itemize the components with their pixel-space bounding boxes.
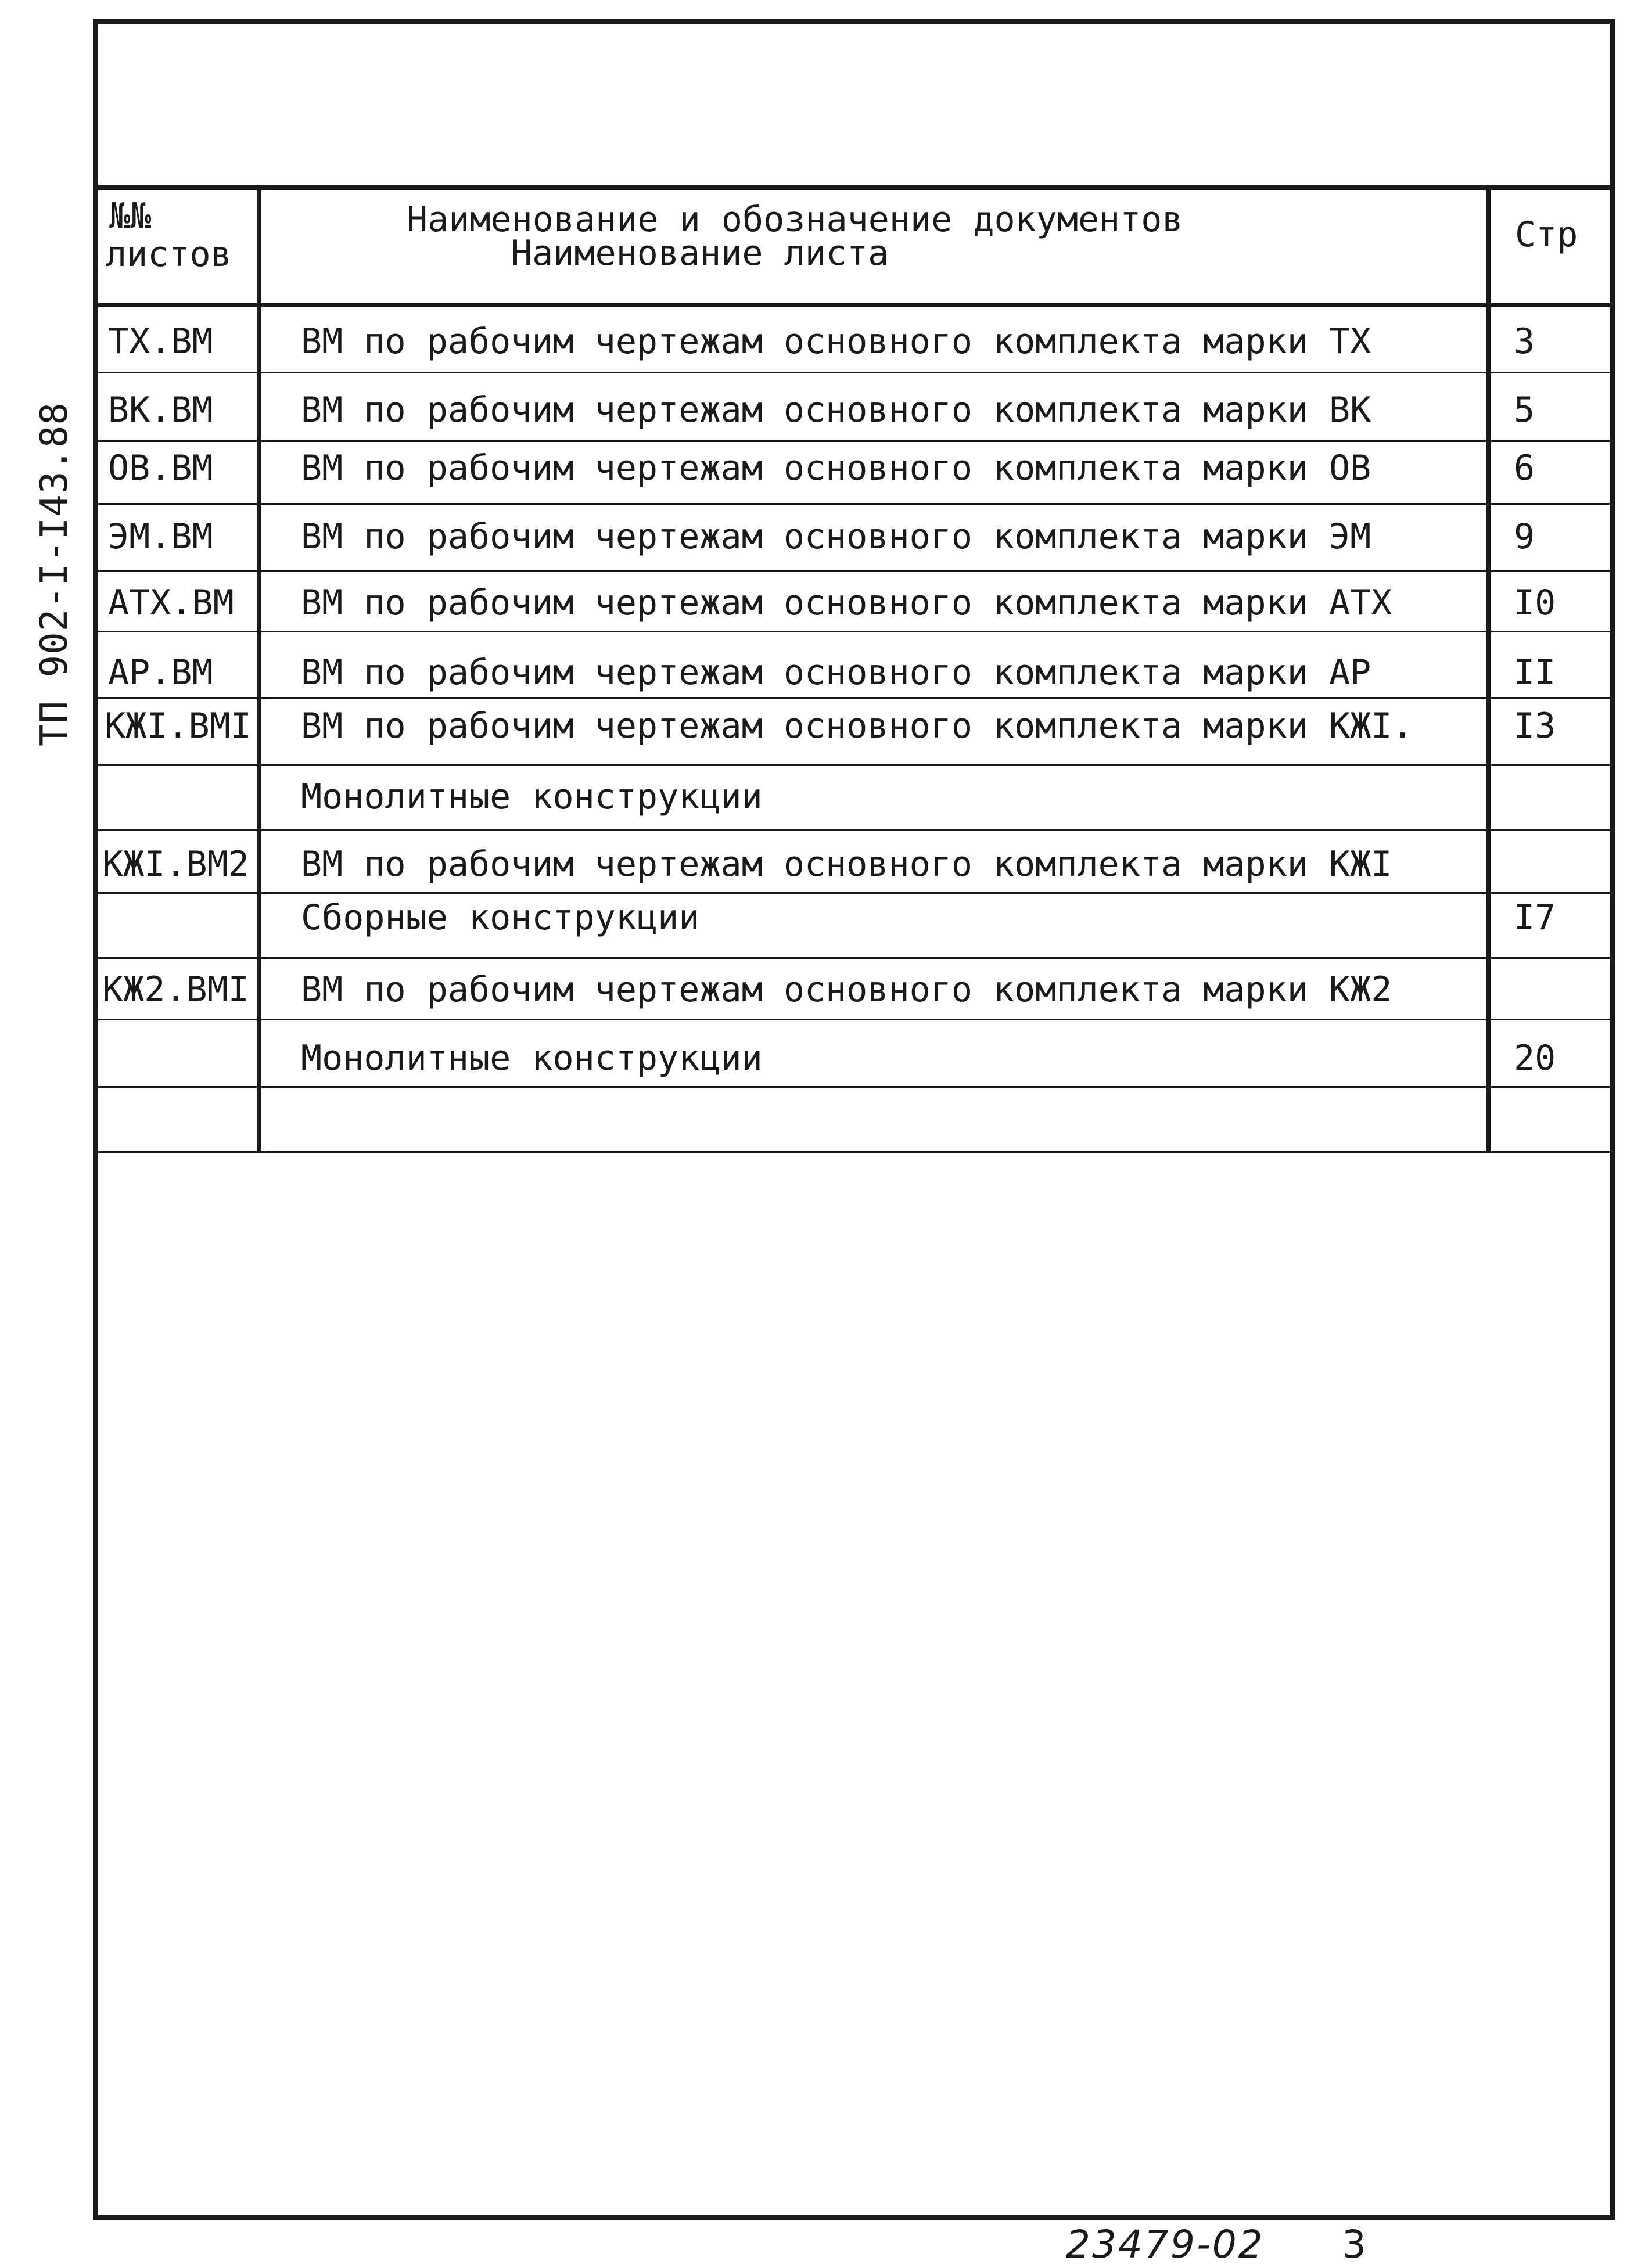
row-page: I3 [1514, 706, 1556, 746]
row-rule [93, 957, 1615, 959]
row-name: ВМ по рабочим чертежам основного комплекта марки КЖ2 [301, 969, 1392, 1010]
row-rule [93, 1086, 1615, 1088]
row-name: ВМ по рабочим чертежам основного комплекта марки ВК [301, 390, 1371, 430]
row-name: Монолитные конструкции [301, 777, 763, 817]
row-page: I7 [1514, 897, 1556, 938]
inventory-number: 23479-02 [1066, 2222, 1265, 2267]
row-page: 3 [1514, 321, 1535, 362]
row-rule [93, 570, 1615, 572]
row-name: ВМ по рабочим чертежам основного комплекта марки ЭМ [301, 516, 1371, 557]
header-name-line1: Наименование и обозначение документов [407, 199, 1183, 240]
row-rule [93, 1019, 1615, 1020]
row-name: ВМ по рабочим чертежам основного комплекта марки АТХ [301, 583, 1392, 623]
row-page: II [1514, 652, 1556, 693]
row-code: КЖ2.ВМI [102, 969, 249, 1010]
header-name-line2: Наименование листа [511, 233, 889, 274]
row-name: Сборные конструкции [301, 897, 700, 938]
row-code: ТХ.ВМ [108, 321, 213, 362]
row-rule [93, 764, 1615, 766]
header-page: Стр [1515, 214, 1578, 255]
row-code: ВК.ВМ [108, 390, 213, 430]
row-name: ВМ по рабочим чертежам основного комплекта марки КЖI. [301, 706, 1413, 746]
row-rule [93, 440, 1615, 442]
row-page: 20 [1514, 1038, 1556, 1079]
row-code: КЖI.ВМI [105, 706, 252, 746]
row-rule [93, 631, 1615, 632]
row-page: 5 [1514, 390, 1535, 430]
side-designation: ТП 902-I-I43.88 [33, 402, 76, 746]
row-rule [93, 503, 1615, 505]
header-sheet-no-line1: №№ [109, 196, 152, 236]
row-code: АР.ВМ [108, 652, 213, 693]
row-rule [93, 892, 1615, 894]
table-top-rule [93, 185, 1615, 190]
column-rule [1486, 185, 1491, 1151]
row-page: 9 [1514, 516, 1535, 557]
row-name: ВМ по рабочим чертежам основного комплекта марки ТХ [301, 321, 1371, 362]
row-code: ЭМ.ВМ [108, 516, 213, 557]
row-page: 6 [1514, 448, 1535, 488]
row-rule [93, 829, 1615, 831]
row-name: ВМ по рабочим чертежам основного комплекта марки АР [301, 652, 1371, 693]
row-rule [93, 697, 1615, 699]
row-rule [93, 372, 1615, 373]
row-name: ВМ по рабочим чертежам основного комплекта марки КЖI [301, 844, 1392, 885]
page-number: 3 [1342, 2222, 1366, 2267]
row-name: ВМ по рабочим чертежам основного комплекта марки ОВ [301, 448, 1371, 488]
column-rule [257, 185, 261, 1151]
row-name: Монолитные конструкции [301, 1038, 763, 1079]
row-code: ОВ.ВМ [108, 448, 213, 488]
table-bottom-rule [93, 1151, 1615, 1153]
header-sheet-no-line2: листов [106, 234, 232, 275]
row-page: I0 [1514, 583, 1556, 623]
row-code: КЖI.ВМ2 [102, 844, 249, 885]
row-code: АТХ.ВМ [108, 583, 234, 623]
header-bottom-rule [93, 303, 1615, 307]
